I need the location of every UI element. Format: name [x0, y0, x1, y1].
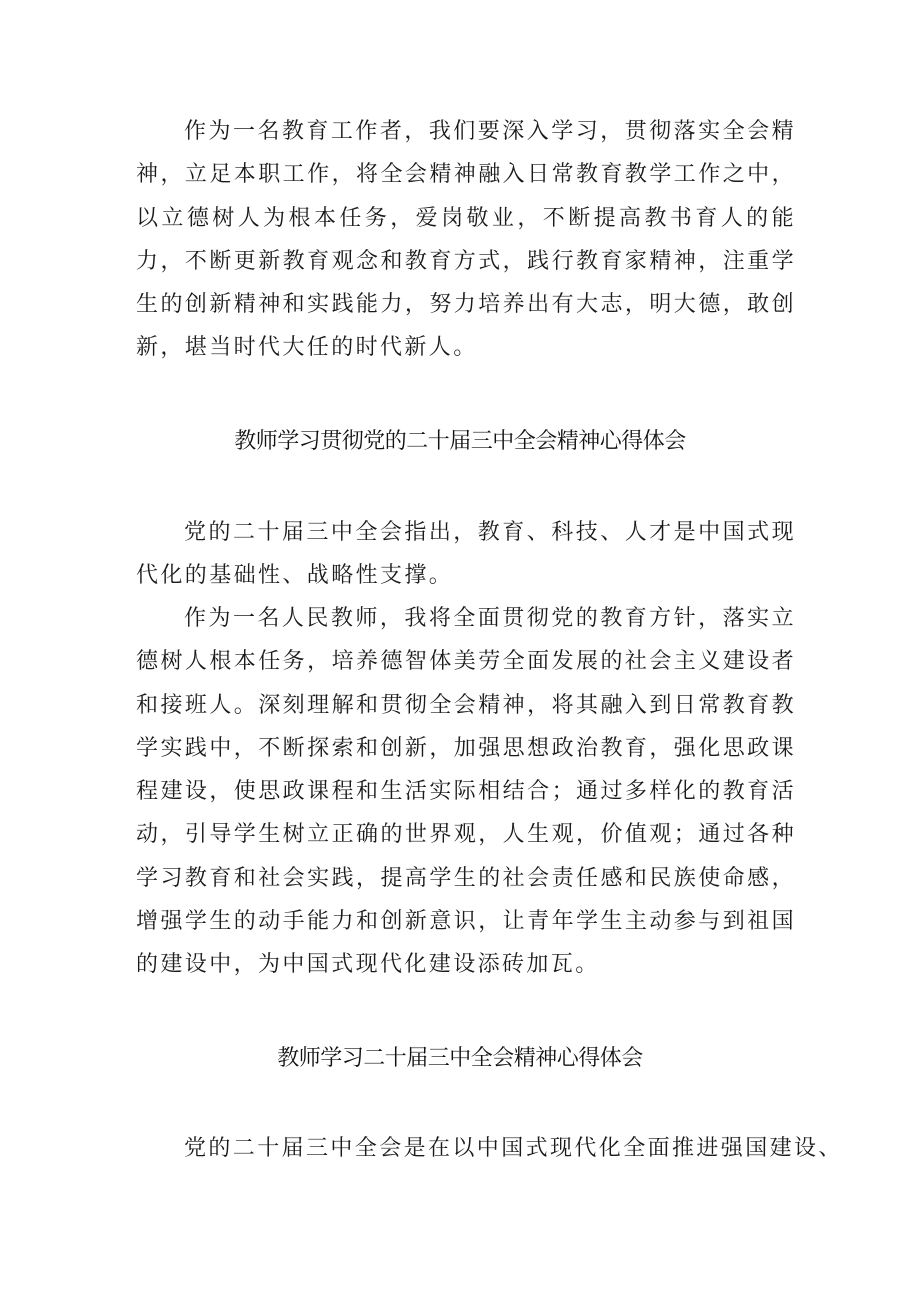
body-paragraph: 作为一名教育工作者，我们要深入学习，贯彻落实全会精神，立足本职工作，将全会精神融入日常教育教学工作之中，以立德树人为根本任务，爱岗敬业，不断提高教书育人的能力，不断更新教育观念和教育方式，践行教育家精神，注重学生的创新精神和实践能力，努力培养出有大志，明大德，敢创新，堪当时代大任的时代新人。 — [136, 119, 796, 361]
body-paragraph: 党的二十届三中全会是在以中国式现代化全面推进强国建设、 — [184, 1136, 843, 1161]
section-heading: 教师学习贯彻党的二十届三中全会精神心得体会 — [234, 429, 686, 454]
body-paragraph: 作为一名人民教师，我将全面贯彻党的教育方针，落实立德树人根本任务，培养德智体美劳全面发展的社会主义建设者和接班人。深刻理解和贯彻全会精神，将其融入到日常教育教学实践中，不断探索和创新，加强思想政治教育，强化思政课程建设，使思政课程和生活实际相结合；通过多样化的教育活动，引导学生树立正确的世界观，人生观，价值观；通过各种学习教育和社会实践，提高学生的社会责任感和民族使命感，增强学生的动手能力和创新意识，让青年学生主动参与到祖国的建设中，为中国式现代化建设添砖加瓦。 — [136, 606, 796, 978]
section-heading: 教师学习二十届三中全会精神心得体会 — [277, 1046, 643, 1071]
body-paragraph: 党的二十届三中全会指出，教育、科技、人才是中国式现代化的基础性、战略性支撑。 — [136, 520, 796, 589]
